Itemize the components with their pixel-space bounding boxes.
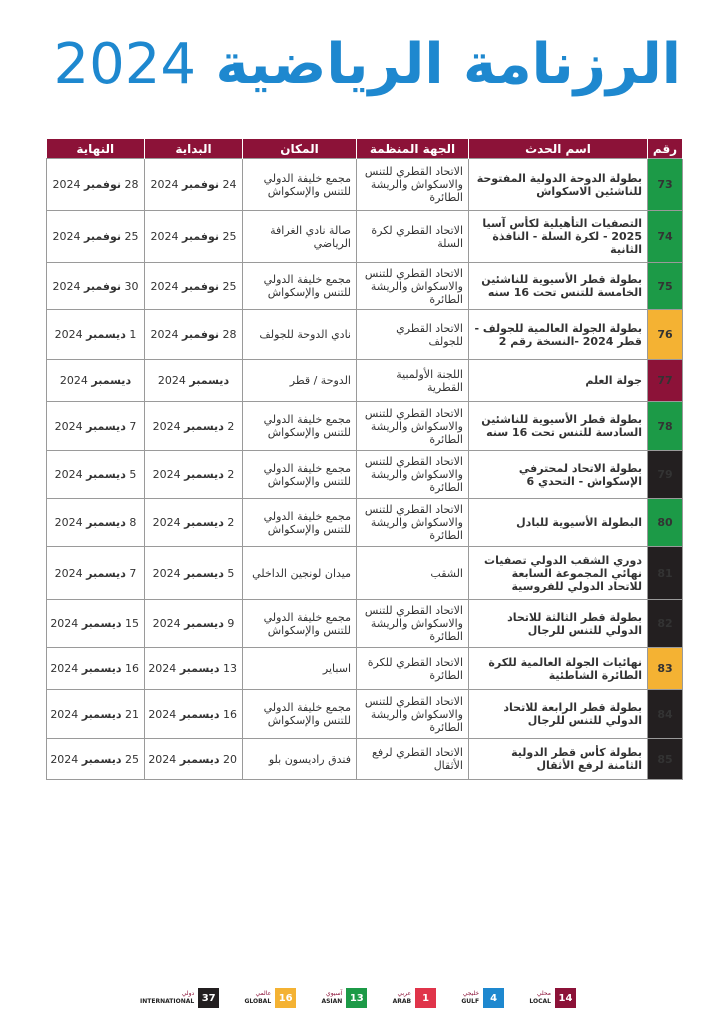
end-date: 1 ديسمبر 2024: [47, 310, 145, 360]
event-number: 84: [648, 690, 683, 739]
legend-label-ar: آسيوي: [326, 990, 343, 997]
start-date: 24 نوفمبر 2024: [145, 159, 243, 211]
end-date: 25 ديسمبر 2024: [47, 739, 145, 780]
col-header-venue: المكان: [243, 139, 357, 159]
col-header-organizer: الجهة المنظمة: [357, 139, 469, 159]
event-venue: مجمع خليفة الدولي للتنس والإسكواش: [243, 263, 357, 310]
event-number: 80: [648, 499, 683, 547]
event-venue: مجمع خليفة الدولي للتنس والإسكواش: [243, 690, 357, 739]
events-table: [46, 139, 683, 780]
event-number: 76: [648, 310, 683, 360]
event-organizer: الاتحاد القطري للتنس والاسكواش والريشة الطائرة: [357, 499, 469, 547]
event-number: 78: [648, 402, 683, 451]
start-date: 13 ديسمبر 2024: [145, 648, 243, 690]
end-date: 15 ديسمبر 2024: [47, 600, 145, 648]
start-date: ديسمبر 2024: [145, 360, 243, 402]
legend-count: 1: [415, 988, 436, 1008]
event-organizer: الاتحاد القطري للتنس والاسكواش والريشة الطائرة: [357, 402, 469, 451]
legend-label-ar: عربي: [397, 990, 412, 997]
end-date: 7 ديسمبر 2024: [47, 547, 145, 600]
event-organizer: الاتحاد القطري للجولف: [357, 310, 469, 360]
legend-item: [461, 987, 504, 1009]
legend-label-ar: خليجي: [462, 990, 480, 997]
event-name: بطولة الاتحاد لمحترفي الإسكواش - التحدي 6: [469, 451, 648, 499]
title-year: 2024: [53, 32, 196, 97]
event-number: 79: [648, 451, 683, 499]
event-name: بطولة قطر الأسيوية للناشئين السادسة للتنس تحت 16 سنه: [469, 402, 648, 451]
legend-item: [244, 987, 296, 1009]
event-number: 73: [648, 159, 683, 211]
start-date: 25 نوفمبر 2024: [145, 211, 243, 263]
table-row: [47, 648, 683, 690]
end-date: 28 نوفمبر 2024: [47, 159, 145, 211]
event-organizer: الاتحاد القطري لكرة السلة: [357, 211, 469, 263]
col-header-start: البداية: [145, 139, 243, 159]
start-date: 2 ديسمبر 2024: [145, 402, 243, 451]
event-name: البطولة الأسيوية للبادل: [469, 499, 648, 547]
table-row: [47, 600, 683, 648]
table-row: [47, 690, 683, 739]
start-date: 5 ديسمبر 2024: [145, 547, 243, 600]
event-number: 75: [648, 263, 683, 310]
event-name: بطولة كأس قطر الدولية الثامنة لرفع الأثقال: [469, 739, 648, 780]
legend-label-en: GLOBAL: [244, 998, 272, 1005]
event-venue: نادي الدوحة للجولف: [243, 310, 357, 360]
start-date: 2 ديسمبر 2024: [145, 451, 243, 499]
event-number: 74: [648, 211, 683, 263]
table-row: [47, 310, 683, 360]
event-organizer: الاتحاد القطري للتنس والاسكواش والريشة الطائرة: [357, 159, 469, 211]
col-header-end: النهاية: [47, 139, 145, 159]
title-arabic: الرزنامة الرياضية: [215, 32, 681, 97]
legend-label-en: INTERNATIONAL: [140, 998, 195, 1005]
table-row: [47, 211, 683, 263]
event-venue: صالة نادي الغرافة الرياضي: [243, 211, 357, 263]
legend-item: [140, 987, 219, 1009]
legend-label-en: ASIAN: [321, 998, 343, 1005]
event-venue: فندق راديسون بلو: [243, 739, 357, 780]
table-row: [47, 547, 683, 600]
end-date: ديسمبر 2024: [47, 360, 145, 402]
event-number: 81: [648, 547, 683, 600]
table-row: [47, 402, 683, 451]
start-date: 9 ديسمبر 2024: [145, 600, 243, 648]
event-venue: مجمع خليفة الدولي للتنس والإسكواش: [243, 451, 357, 499]
event-name: بطولة قطر الثالثة للاتحاد الدولي للتنس للرجال: [469, 600, 648, 648]
event-number: 77: [648, 360, 683, 402]
col-header-num: رقم: [648, 139, 683, 159]
legend-label-en: LOCAL: [529, 998, 551, 1005]
legend-label-ar: عالمي: [255, 990, 272, 997]
start-date: 28 نوفمبر 2024: [145, 310, 243, 360]
event-organizer: الاتحاد القطري للتنس والاسكواش والريشة الطائرة: [357, 600, 469, 648]
event-name: دوري الشقب الدولي تصفيات نهائي المجموعة السابعة للاتحاد الدولي للفروسية: [469, 547, 648, 600]
event-name: بطولة الدوحة الدولية المفتوحة للناشئين الاسكواش: [469, 159, 648, 211]
page-title: [40, 30, 681, 100]
event-number: 82: [648, 600, 683, 648]
legend-label-en: ARAB: [392, 998, 412, 1005]
table-header-row: [47, 139, 683, 159]
legend-item: [321, 987, 367, 1009]
start-date: 16 ديسمبر 2024: [145, 690, 243, 739]
event-venue: الدوحة / قطر: [243, 360, 357, 402]
table-row: [47, 739, 683, 780]
end-date: 25 نوفمبر 2024: [47, 211, 145, 263]
table-row: [47, 451, 683, 499]
event-name: بطولة قطر الرابعة للاتحاد الدولي للتنس للرجال: [469, 690, 648, 739]
legend-count: 37: [198, 988, 219, 1008]
event-name: نهائيات الجولة العالمية للكرة الطائرة الشاطئية: [469, 648, 648, 690]
event-name: جولة العلم: [469, 360, 648, 402]
end-date: 21 ديسمبر 2024: [47, 690, 145, 739]
start-date: 25 نوفمبر 2024: [145, 263, 243, 310]
event-number: 85: [648, 739, 683, 780]
table-row: [47, 263, 683, 310]
event-venue: مجمع خليفة الدولي للتنس والإسكواش: [243, 499, 357, 547]
start-date: 2 ديسمبر 2024: [145, 499, 243, 547]
event-venue: مجمع خليفة الدولي للتنس والإسكواش: [243, 402, 357, 451]
legend-item: [529, 987, 576, 1009]
event-venue: مجمع خليفة الدولي للتنس والإسكواش: [243, 600, 357, 648]
legend-count: 14: [555, 988, 576, 1008]
legend-count: 16: [275, 988, 296, 1008]
event-organizer: الاتحاد القطري لرفع الأثقال: [357, 739, 469, 780]
event-name: التصفيات التأهيلية لكأس آسيا 2025 - لكرة السلة - النافذة الثانية: [469, 211, 648, 263]
legend: [140, 987, 576, 1009]
event-name: بطولة الجولة العالمية للجولف - قطر 2024 -النسخة رقم 2: [469, 310, 648, 360]
event-organizer: الاتحاد القطري للتنس والاسكواش والريشة الطائرة: [357, 690, 469, 739]
table-row: [47, 499, 683, 547]
event-organizer: الاتحاد القطري للتنس والاسكواش والريشة الطائرة: [357, 451, 469, 499]
table-row: [47, 360, 683, 402]
end-date: 8 ديسمبر 2024: [47, 499, 145, 547]
event-name: بطولة قطر الأسيوية للناشئين الخامسة للتنس تحت 16 سنه: [469, 263, 648, 310]
event-organizer: اللجنة الأولمبية القطرية: [357, 360, 469, 402]
end-date: 5 ديسمبر 2024: [47, 451, 145, 499]
event-number: 83: [648, 648, 683, 690]
end-date: 30 نوفمبر 2024: [47, 263, 145, 310]
start-date: 20 ديسمبر 2024: [145, 739, 243, 780]
event-venue: مجمع خليفة الدولي للتنس والإسكواش: [243, 159, 357, 211]
event-venue: اسباير: [243, 648, 357, 690]
end-date: 16 ديسمبر 2024: [47, 648, 145, 690]
col-header-event: اسم الحدث: [469, 139, 648, 159]
event-organizer: الاتحاد القطري للتنس والاسكواش والريشة الطائرة: [357, 263, 469, 310]
legend-item: [393, 987, 436, 1009]
legend-label-ar: محلي: [536, 990, 551, 997]
legend-label-ar: دولي: [181, 990, 195, 997]
event-organizer: الاتحاد القطري للكرة الطائرة: [357, 648, 469, 690]
event-organizer: الشقب: [357, 547, 469, 600]
legend-count: 13: [346, 988, 367, 1008]
legend-label-en: GULF: [461, 998, 480, 1005]
event-venue: ميدان لونجين الداخلي: [243, 547, 357, 600]
end-date: 7 ديسمبر 2024: [47, 402, 145, 451]
legend-count: 4: [483, 988, 504, 1008]
table-row: [47, 159, 683, 211]
